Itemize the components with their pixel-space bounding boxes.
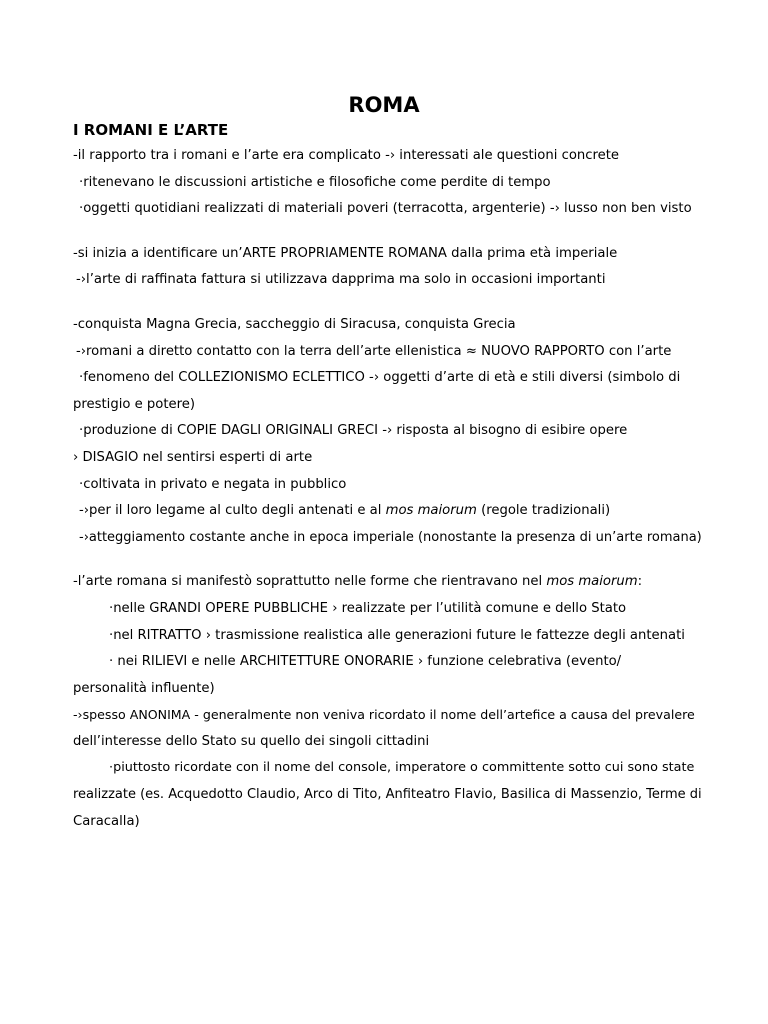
- text-line: -›l’arte di raffinata fattura si utilizzava dapprima ma solo in occasioni importanti: [76, 272, 606, 288]
- text-line: ·produzione di COPIE DAGLI ORIGINALI GRECI -› risposta al bisogno di esibire opere: [79, 423, 628, 439]
- text-line: personalità influente): [73, 680, 215, 696]
- text-run: (regole tradizionali): [476, 503, 611, 519]
- section-heading: I ROMANI E L’ARTE: [73, 121, 229, 139]
- text-run: -›per il loro legame al culto degli antenati e al: [79, 503, 386, 519]
- document-body: [73, 143, 703, 835]
- text-run: :: [637, 574, 643, 590]
- text-line: dell’interesse dello Stato su quello dei singoli cittadini: [73, 733, 430, 749]
- text-line: -conquista Magna Grecia, saccheggio di Siracusa, conquista Grecia: [73, 316, 516, 332]
- paragraph-gap: [73, 223, 703, 241]
- text-line: ·piuttosto ricordate con il nome del console, imperatore o committente sotto cui sono state: [109, 760, 695, 776]
- text-line: -si inizia a identificare un’ARTE PROPRIAMENTE ROMANA dalla prima età imperiale: [73, 245, 618, 261]
- text-line: · nei RILIEVI e nelle ARCHITETTURE ONORARIE › funzione celebrativa (evento/: [109, 654, 622, 670]
- document-title: ROMA: [348, 93, 420, 117]
- text-line: › DISAGIO nel sentirsi esperti di arte: [73, 449, 313, 465]
- text-line: -›spesso ANONIMA - generalmente non veniva ricordato il nome dell’artefice a causa del prevalere: [73, 707, 695, 723]
- text-line: -›atteggiamento costante anche in epoca imperiale (nonostante la presenza di un’arte romana): [79, 529, 702, 545]
- text-line: ·nel RITRATTO › trasmissione realistica alle generazioni future le fattezze degli antenati: [109, 627, 685, 643]
- text-line: ·nelle GRANDI OPERE PUBBLICHE › realizzate per l’utilità comune e dello Stato: [109, 600, 627, 616]
- text-line: prestigio e potere): [73, 396, 196, 412]
- text-run: -l’arte romana si manifestò soprattutto nelle forme che rientravano nel: [73, 574, 547, 590]
- text-line: [73, 498, 703, 525]
- text-line: realizzate (es. Acquedotto Claudio, Arco di Tito, Anfiteatro Flavio, Basilica di Massenzio, Terme di: [73, 787, 702, 803]
- text-line: Caracalla): [73, 813, 140, 829]
- text-line: ·coltivata in privato e negata in pubblico: [79, 476, 347, 492]
- text-line: ·oggetti quotidiani realizzati di materiali poveri (terracotta, argenterie) -› lusso non ben visto: [79, 201, 692, 217]
- italic-term: mos maiorum: [546, 574, 638, 590]
- paragraph-gap: [73, 551, 703, 569]
- italic-term: mos maiorum: [385, 503, 477, 519]
- paragraph-gap: [73, 294, 703, 312]
- text-line: ·fenomeno del COLLEZIONISMO ECLETTICO -› oggetti d’arte di età e stili diversi (simbolo di: [79, 370, 681, 386]
- text-line: -il rapporto tra i romani e l’arte era complicato -› interessati ale questioni concrete: [73, 148, 620, 163]
- text-line: -›romani a diretto contatto con la terra dell’arte ellenistica ≈ NUOVO RAPPORTO con l’arte: [76, 343, 672, 359]
- text-line: ·ritenevano le discussioni artistiche e filosofiche come perdite di tempo: [79, 174, 551, 190]
- text-line: [73, 569, 703, 596]
